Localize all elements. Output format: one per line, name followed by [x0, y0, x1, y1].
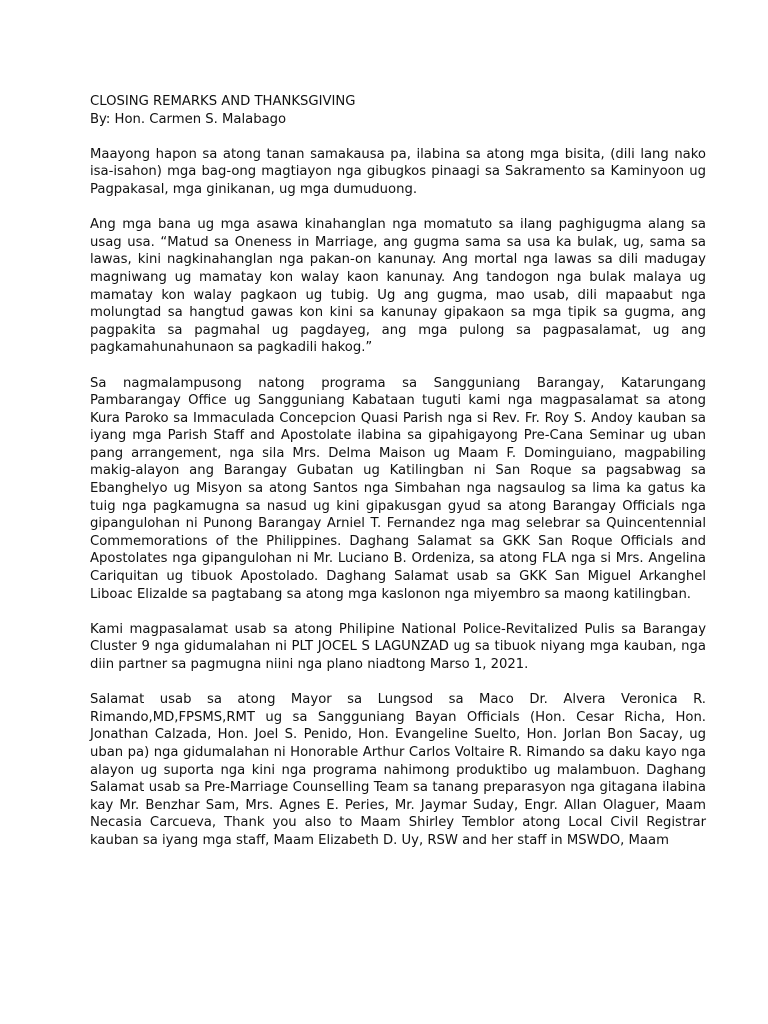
document-byline: By: Hon. Carmen S. Malabago	[90, 111, 287, 127]
paragraph-police-thanks: Kami magpasalamat usab sa atong Philipine National Police-Revitalized Pulis sa Barangay Cluster 9 nga gidumalahan ni PLT JOCEL S LAGUNZAD ug sa tibuok niyang mga kauban, nga diin partner sa pagmugna niini nga plano niadtong Marso 1, 2021.	[90, 621, 706, 672]
heading-block	[90, 93, 706, 128]
document-title: CLOSING REMARKS AND THANKSGIVING	[90, 94, 356, 109]
paragraph-greeting: Maayong hapon sa atong tanan samakausa pa, ilabina sa atong mga bisita, (dili lang nako isa-isahon) mga bag-ong magtiayon nga gibugkos pinaagi sa Sakramento sa Kaminyoon ug Pagpakasal, mga ginikanan, ug mga dumuduong.	[90, 146, 706, 197]
paragraph-parish-thanks: Sa nagmalampusong natong programa sa Sangguniang Barangay, Katarungang Pambarangay Office ug Sangguniang Kabataan tuguti kami nga magpasalamat sa atong Kura Paroko sa Immaculada Concepcion Quasi Parish nga si Rev. Fr. Roy S. Andoy kauban sa iyang mga Parish Staff and Apostolate ilabina sa gipahigayong Pre-Cana Seminar ug uban pang arrangement, nga sila Mrs. Delma Maison ug Maam F. Dominguiano, magpabiling makig-alayon ang Barangay Gubatan ug Katilingban ni San Roque sa pagsabwag sa Ebanghelyo ug Misyon sa atong Santos nga Simbahan nga nagsaulog sa lima ka gatus ka tuig nga pagkamugna sa nasud ug kini gipakusgan gyud sa atong Barangay Officials nga gipangulohan ni Punong Barangay Arniel T. Fernandez nga mag selebrar sa Quincentennial Commemorations of the Philippines. Daghang Salamat sa GKK San Roque Officials and Apostolates nga gipangulohan ni Mr. Luciano B. Ordeniza, sa atong FLA nga si Mrs. Angelina Cariquitan ug tibuok Apostolado. Daghang Salamat usab sa GKK San Miguel Arkanghel Liboac Elizalde sa pagtabang sa atong mga kaslonon nga miyembro sa maong katilingban.	[90, 375, 706, 602]
paragraph-love: Ang mga bana ug mga asawa kinahanglan nga momatuto sa ilang paghigugma alang sa usag usa. “Matud sa Oneness in Marriage, ang gugma sama sa usa ka bulak, ug, sama sa lawas, kini nagkinahanglan nga pakan-on kanunay. Ang mortal nga lawas sa dili madugay magniwang ug mamatay kon walay kaon kanunay. Ang tandogon nga bulak malaya ug mamatay kon walay pagkaon ug tubig. Ug ang gugma, mao usab, dili mapaabut nga molungtad sa hangtud gawas kon kini sa kanunay gipakaon sa mga tipik sa gugma, ang pagpakita sa pagmahal ug pagdayeg, ang mga pulong sa pagpasalamat, ug ang pagkamahunahunaon sa pagkadili hakog.”	[90, 217, 706, 356]
document-page	[90, 93, 706, 867]
paragraph-mayor-thanks: Salamat usab sa atong Mayor sa Lungsod sa Maco Dr. Alvera Veronica R. Rimando,MD,FPSMS,RMT ug sa Sangguniang Bayan Officials (Hon. Cesar Richa, Hon. Jonathan Calzada, Hon. Joel S. Penido, Hon. Evangeline Suelto, Hon. Jorlan Bon Sacay, ug uban pa) nga gidumalahan ni Honorable Arthur Carlos Voltaire R. Rimando sa daku kayo nga alayon ug suporta nga kini nga programa nahimong produktibo ug malambuon. Daghang Salamat usab sa Pre-Marriage Counselling Team sa tanang preparasyon nga gitagana ilabina kay Mr. Benzhar Sam, Mrs. Agnes E. Peries, Mr. Jaymar Suday, Engr. Allan Olaguer, Maam Necasia Carcueva, Thank you also to Maam Shirley Temblor atong Local Civil Registrar kauban sa iyang mga staff, Maam Elizabeth D. Uy, RSW and her staff in MSWDO, Maam	[90, 692, 706, 848]
